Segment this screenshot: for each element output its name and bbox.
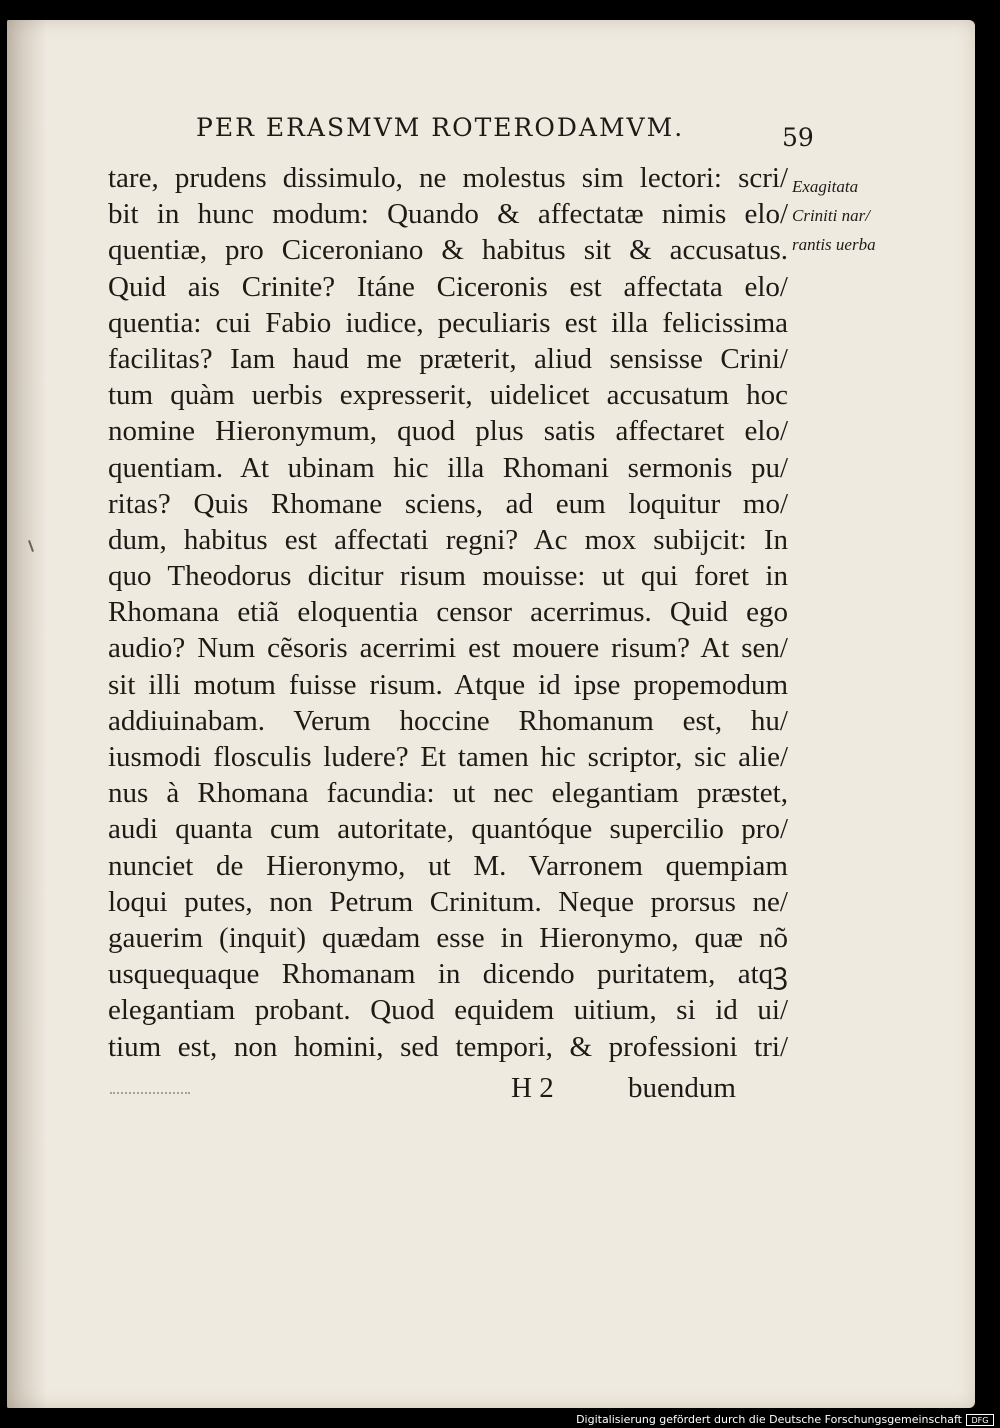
- text-line: usquequaque Rhomanam in dicendo puritatem, atqꝫ: [108, 958, 788, 991]
- body-text: [108, 160, 788, 1065]
- signature-mark: H 2: [511, 1072, 554, 1104]
- text-line: tare, prudens dissimulo, ne molestus sim lectori: scri/: [108, 162, 788, 194]
- text-line: Quid ais Crinite? Itáne Ciceronis est affectata elo/: [108, 270, 788, 303]
- text-line: elegantiam probant. Quod equidem uitium, si id ui/: [108, 994, 788, 1027]
- text-line: facilitas? Iam haud me præterit, aliud sensisse Crini/: [108, 342, 788, 375]
- text-line: tum quàm uerbis expresserit, uidelicet accusatum hoc: [108, 379, 788, 412]
- text-line: Rhomana etiã eloquentia censor acerrimus. Quid ego: [108, 596, 788, 629]
- marginal-note: [792, 172, 912, 259]
- marginal-note-line: Exagitata: [792, 177, 859, 196]
- marginal-note-line: rantis uerba: [792, 235, 876, 254]
- text-line: tium est, non homini, sed tempori, & professioni tri/: [108, 1030, 788, 1063]
- running-head: PER ERASMVM ROTERODAMVM.: [196, 113, 685, 142]
- text-line: nunciet de Hieronymo, ut M. Varronem quempiam: [108, 849, 788, 882]
- marginal-note-line: Criniti nar/: [792, 206, 870, 225]
- text-line: quo Theodorus dicitur risum mouisse: ut qui foret in: [108, 560, 788, 593]
- text-line: quentiam. At ubinam hic illa Rhomani sermonis pu/: [108, 451, 788, 484]
- text-line: quentiæ, pro Ciceroniano & habitus sit & accusatus.: [108, 234, 788, 267]
- text-line: bit in hunc modum: Quando & affectatæ nimis elo/: [108, 198, 788, 231]
- page-number: 59: [782, 123, 814, 152]
- text-line: audi quanta cum autoritate, quantóque supercilio pro/: [108, 813, 788, 846]
- catchword: buendum: [628, 1072, 736, 1104]
- text-line: audio? Num cẽsoris acerrimi est mouere risum? At sen/: [108, 632, 788, 665]
- text-line: iusmodi flosculis ludere? Et tamen hic scriptor, sic alie/: [108, 741, 788, 773]
- text-line: nomine Hieronymum, quod plus satis affectaret elo/: [108, 415, 788, 448]
- text-line: addiuinabam. Verum hoccine Rhomanum est, hu/: [108, 704, 788, 737]
- funding-credit: Digitalisierung gefördert durch die Deutsche Forschungsgemeinschaft: [576, 1413, 962, 1426]
- text-line: gauerim (inquit) quædam esse in Hieronymo, quæ nõ: [108, 921, 788, 954]
- dfg-logo: DFG: [966, 1414, 994, 1426]
- text-line: quentia: cui Fabio iudice, peculiaris est illa felicissima: [108, 306, 788, 339]
- text-line: nus à Rhomana facundia: ut nec elegantiam præstet,: [108, 777, 788, 810]
- text-line: loqui putes, non Petrum Crinitum. Neque prorsus ne/: [108, 885, 788, 918]
- text-line: ritas? Quis Rhomane sciens, ad eum loquitur mo/: [108, 487, 788, 520]
- faded-ink-smudge: [110, 1080, 190, 1094]
- text-line: sit illi motum fuisse risum. Atque id ipse propemodum: [108, 668, 788, 701]
- spine-shadow: [7, 20, 47, 1408]
- text-line: dum, habitus est affectati regni? Ac mox subijcit: In: [108, 523, 788, 556]
